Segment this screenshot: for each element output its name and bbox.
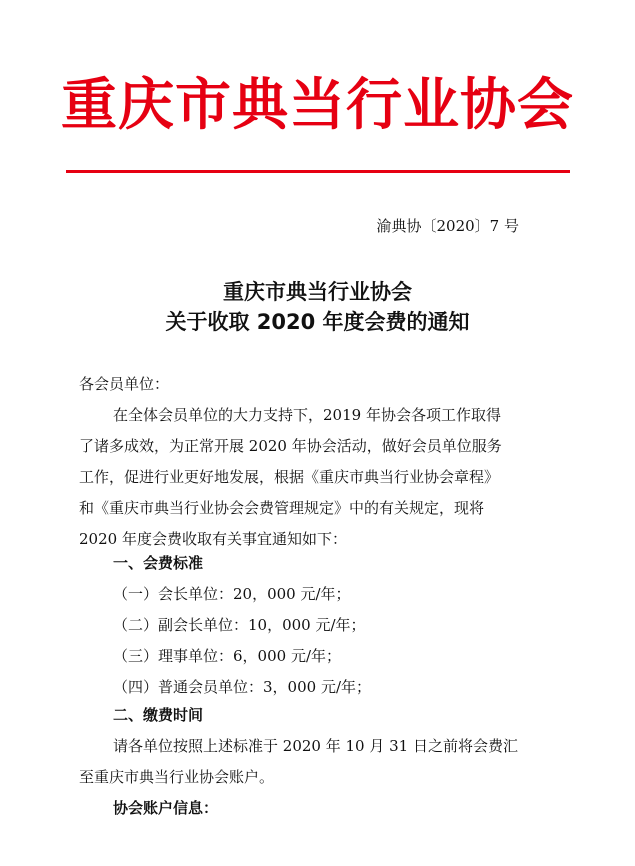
payment-time-line: 至重庆市典当行业协会账户。 [79,768,275,786]
payment-time-line: 请各单位按照上述标准于 2020 年 10 月 31 日之前将会费汇 [113,737,518,755]
document-number: 渝典协〔2020〕7 号 [376,217,519,235]
letterhead-red-rule [66,170,570,173]
intro-line: 工作，促进行业更好地发展，根据《重庆市典当行业协会章程》 [79,468,500,486]
notice-title-line-2: 关于收取 2020 年度会费的通知 [165,310,470,334]
intro-line: 在全体会员单位的大力支持下，2019 年协会各项工作取得 [113,406,501,424]
intro-line: 和《重庆市典当行业协会会费管理规定》中的有关规定，现将 [79,499,485,517]
letterhead-title: 重庆市典当行业协会 [61,73,574,138]
fee-item: （四）普通会员单位：3，000 元/年； [113,678,371,696]
section-heading-fee-standard: 一、会费标准 [113,554,204,572]
intro-line: 了诸多成效，为正常开展 2020 年协会活动，做好会员单位服务 [79,437,502,455]
fee-item: （一）会长单位：20，000 元/年； [113,585,351,603]
account-info-heading: 协会账户信息： [113,799,219,817]
intro-line: 2020 年度会费收取有关事宜通知如下： [79,530,347,548]
fee-item: （二）副会长单位：10，000 元/年； [113,616,366,634]
notice-title-line-1: 重庆市典当行业协会 [223,280,412,304]
fee-item: （三）理事单位：6，000 元/年； [113,647,341,665]
salutation: 各会员单位： [79,375,170,393]
section-heading-payment-time: 二、缴费时间 [113,706,204,724]
